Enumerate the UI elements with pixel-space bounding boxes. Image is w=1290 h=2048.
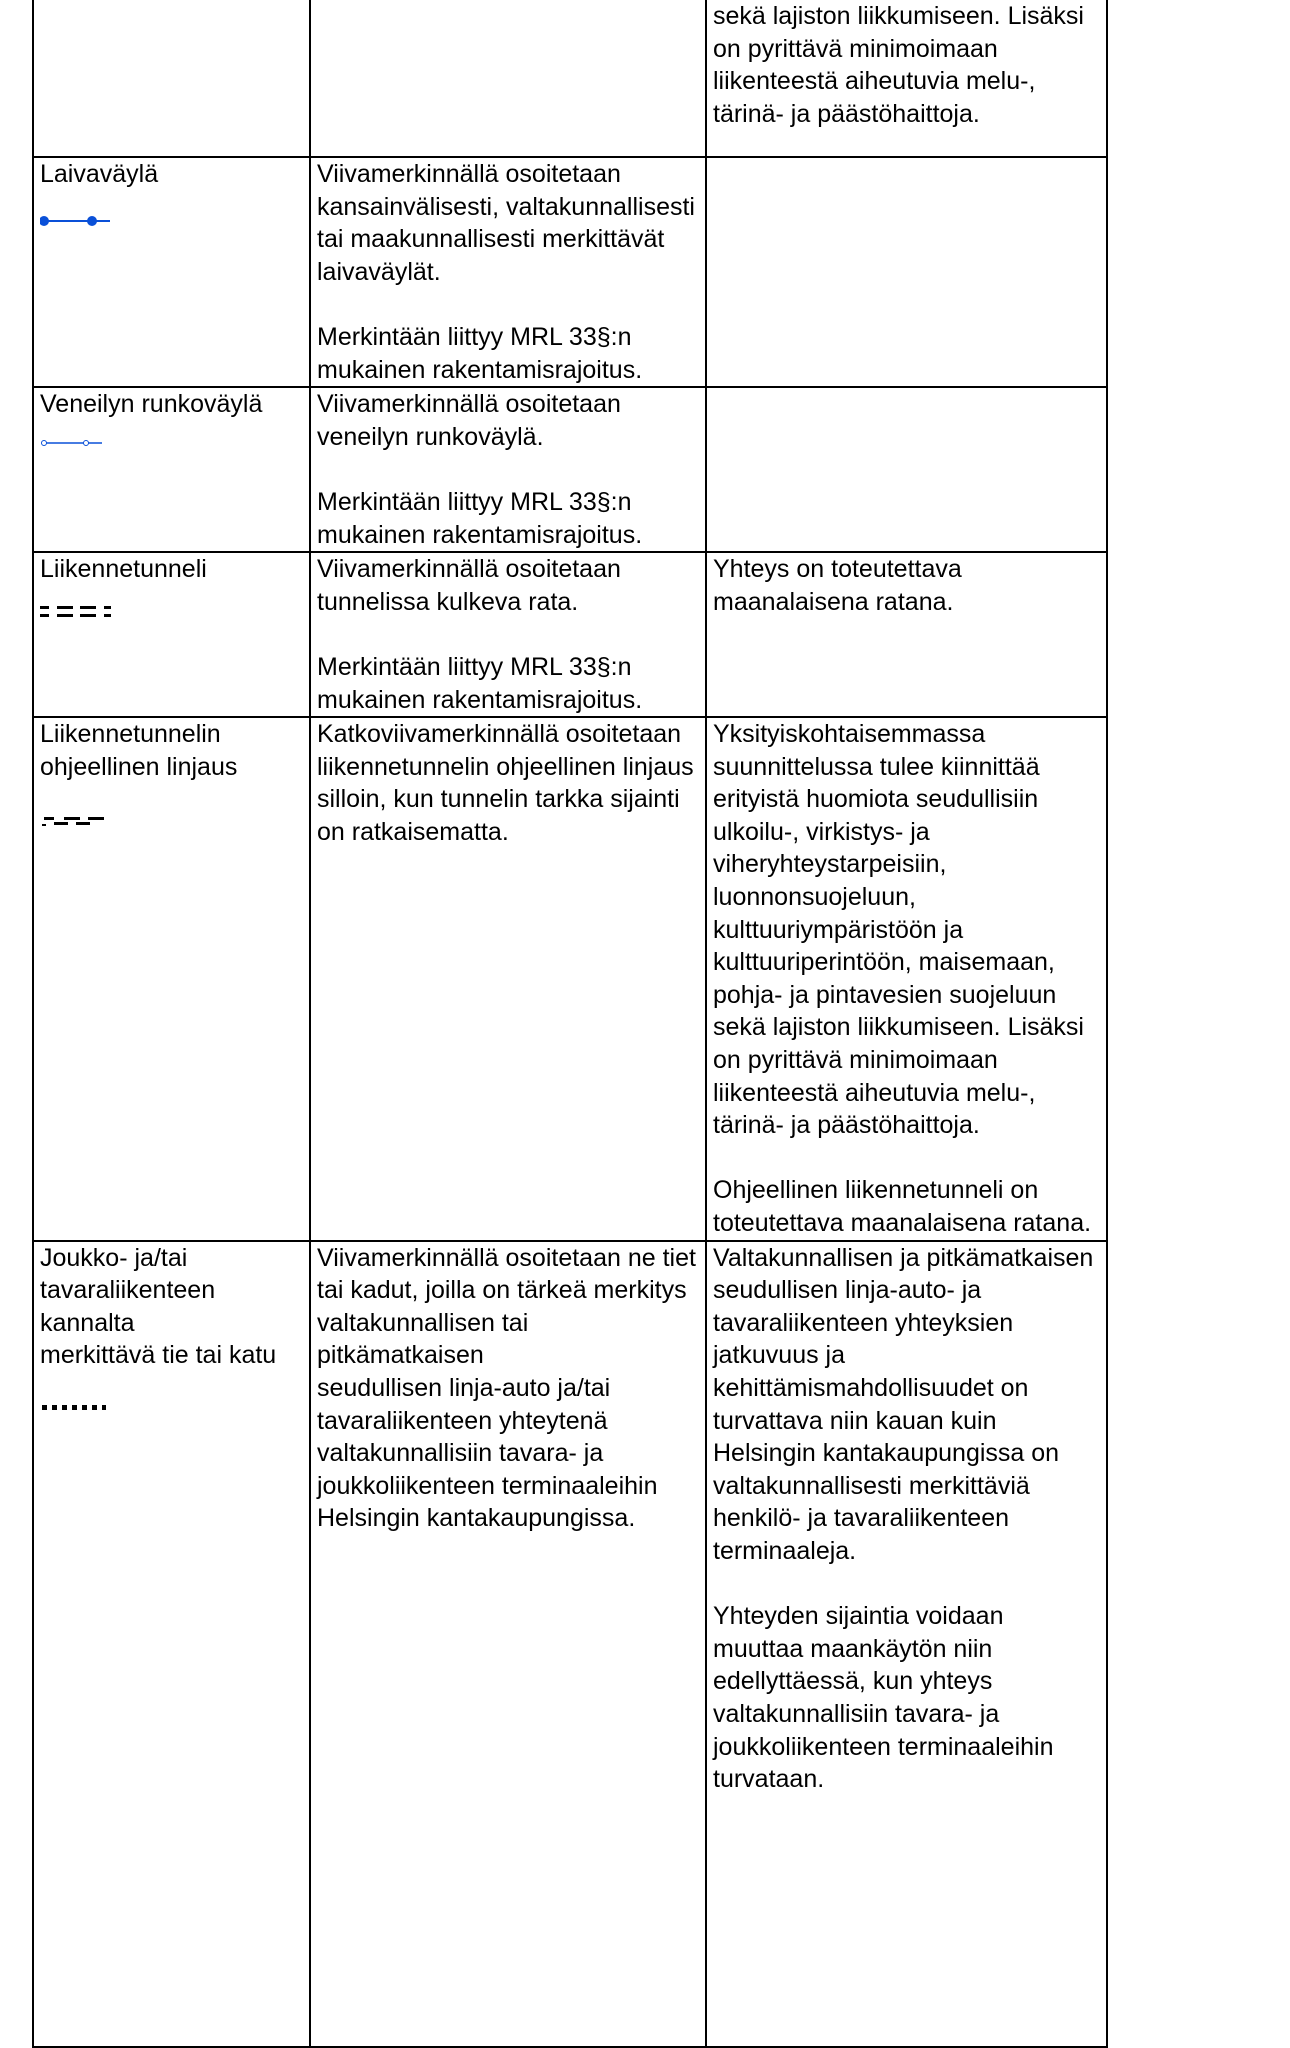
boating-route-symbol-icon (40, 429, 130, 463)
term-label: Veneilyn runkoväylä (40, 390, 263, 419)
definition-text: Merkintään liittyy MRL 33§:n mukainen rakentamisrajoitus. (317, 652, 643, 714)
shipping-lane-symbol-icon (40, 201, 130, 241)
term-label: Liikennetunnelin ohjeellinen linjaus (40, 720, 238, 781)
definition-text: Katkoviivamerkinnällä osoitetaan liikennetunnelin ohjeellinen linjaus silloin, kun tunnelin tarkka sijainti on ratkaisematta. (317, 720, 694, 846)
definition-text: Viivamerkinnällä osoitetaan kansainvälisesti, valtakunnallisesti tai maakunnallisesti merkittävät laivaväylät. (317, 160, 695, 286)
table-row (33, 552, 1107, 717)
definition-cell (310, 387, 706, 552)
table-row (33, 157, 1107, 387)
term-cell (33, 717, 310, 1241)
definition-text: Viivamerkinnällä osoitetaan tunnelissa kulkeva rata. (317, 555, 621, 616)
term-cell (33, 0, 310, 157)
term-cell (33, 157, 310, 387)
regulation-cell (706, 552, 1107, 717)
regulation-cell (706, 387, 1107, 552)
regulation-cell (706, 0, 1107, 157)
regulation-text: Yksityiskohtaisemmassa suunnittelussa tulee kiinnittää erityistä huomiota seudullisiin ulkoilu-, virkistys- ja viheryhteystarpeisiin, luonnonsuojeluun, kulttuuriympäristöön ja kulttuuriperintöön, maisemaan, pohja- ja pintavesien suojeluun sekä lajiston liikkumiseen. Lisäksi on pyrittävä minimoimaan liikenteestä aiheutuvia melu-, tärinä- ja päästöhaittoja. (713, 720, 1084, 1140)
definition-text: Merkintään liittyy MRL 33§:n mukainen rakentamisrajoitus. (317, 322, 643, 384)
table-row (33, 387, 1107, 552)
regulation-text: sekä lajiston liikkumiseen. Lisäksi on pyrittävä minimoimaan liikenteestä aiheutuvia melu-, tärinä- ja päästöhaittoja. (713, 2, 1084, 128)
term-cell (33, 552, 310, 717)
tunnel-alignment-symbol-icon (40, 801, 140, 841)
regulation-cell (706, 717, 1107, 1241)
regulation-text: Yhteys on toteutettava maanalaisena ratana. (713, 555, 962, 616)
regulation-table (32, 0, 1108, 2048)
term-label: Joukko- ja/tai tavaraliikenteen kannalta merkittävä tie tai katu (40, 1243, 277, 1370)
table-row (33, 717, 1107, 1241)
table-row (33, 0, 1107, 157)
definition-text: Viivamerkinnällä osoitetaan ne tiet tai kadut, joilla on tärkeä merkitys valtakunnallisen tai pitkämatkaisen seudullisen linja-auto ja/tai tavaraliikenteen yhteytenä valtakunnallisiin tavara- ja joukkoliikenteen terminaaleihin Helsingin kantakaupungissa. (317, 1243, 696, 1533)
transport-road-symbol-icon (40, 1388, 140, 1428)
term-label: Liikennetunneli (40, 555, 207, 584)
definition-text: Viivamerkinnällä osoitetaan veneilyn runkoväylä. (317, 390, 621, 451)
regulation-text: Ohjeellinen liikennetunneli on toteutettava maanalaisena ratana. (713, 1176, 1092, 1237)
definition-cell (310, 552, 706, 717)
definition-text: Merkintään liittyy MRL 33§:n mukainen rakentamisrajoitus. (317, 487, 643, 549)
regulation-cell (706, 157, 1107, 387)
regulation-text: Yhteyden sijaintia voidaan muuttaa maankäytön niin edellyttäessä, kun yhteys valtakunnallisiin tavara- ja joukkoliikenteen terminaaleihin turvataan. (713, 1602, 1054, 1794)
definition-cell (310, 1241, 706, 2047)
definition-cell (310, 157, 706, 387)
definition-cell (310, 0, 706, 157)
definition-cell (310, 717, 706, 1241)
regulation-cell (706, 1241, 1107, 2047)
term-cell (33, 1241, 310, 2047)
term-cell (33, 387, 310, 552)
traffic-tunnel-symbol-icon (40, 596, 140, 630)
regulation-text: Valtakunnallisen ja pitkämatkaisen seudullisen linja-auto- ja tavaraliikenteen yhteyksien jatkuvuus ja kehittämismahdollisuudet on turvattava niin kauan kuin Helsingin kantakaupungissa on valtakunnallisesti merkittäviä henkilö- ja tavaraliikenteen terminaaleja. (713, 1243, 1094, 1565)
term-label: Laivaväylä (40, 160, 159, 188)
table-row (33, 1241, 1107, 2047)
